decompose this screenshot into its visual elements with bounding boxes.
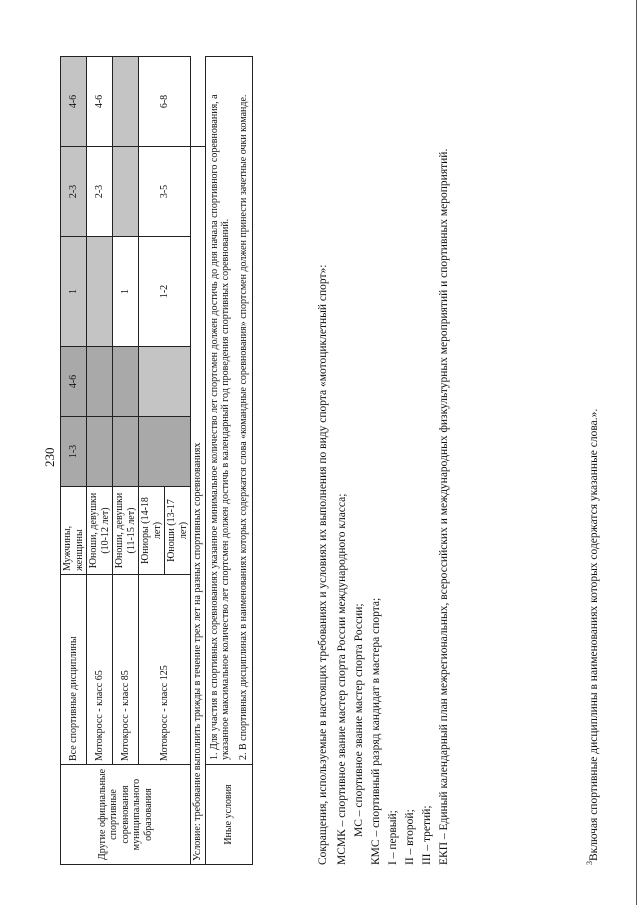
discipline-cell: Мотокросс - класс 65 (87, 575, 113, 765)
header-place-1: 1-3 (61, 417, 87, 487)
value-cell (139, 417, 191, 487)
abbreviation-item: I – первый; (387, 810, 399, 865)
table-row (87, 57, 113, 865)
table-header-row (61, 57, 87, 865)
footnote-text: Включая спортивные дисциплины в наименованиях которых содержатся указанные слова.». (587, 408, 600, 861)
age-cell: Юноши (13-17 лет) (165, 487, 191, 575)
value-cell (87, 347, 113, 417)
age-cell: Юноши, девушки (11-15 лет) (113, 487, 139, 575)
value-cell (113, 147, 139, 237)
header-place-5: 4-6 (61, 57, 87, 147)
abbreviation-item: МСМК – спортивное звание мастер спорта России международного класса; (336, 493, 348, 865)
value-cell (87, 417, 113, 487)
abbreviations-block (315, 35, 453, 865)
value-cell: 3-5 (139, 147, 191, 237)
header-disciplines: Все спортивные дисциплины (61, 575, 87, 765)
header-place-2: 4-6 (61, 347, 87, 417)
value-cell: 2-3 (87, 147, 113, 237)
abbreviation-item: МС – спортивное звание мастер спорта России; (353, 603, 365, 837)
discipline-cell: Мотокросс - класс 125 (139, 575, 191, 765)
header-place-3: 1 (61, 237, 87, 347)
footnote (585, 409, 600, 865)
condition-cell: Условие: требование выполнить трижды в течение трех лет на разных спортивных соревнованиях (191, 147, 206, 865)
table-row (139, 57, 165, 865)
age-cell: Юноши, девушки (10-12 лет) (87, 487, 113, 575)
discipline-table (60, 56, 253, 865)
table-row (113, 57, 139, 865)
other-conditions-row (205, 57, 253, 865)
condition-2-text: 2. В спортивных дисциплинах в наименованиях которых содержатся слова «командные соревнования» спортсмен должен принести зачетные очки команде. (237, 94, 249, 760)
value-cell (139, 347, 191, 417)
header-gender: Мужчины, женщины (61, 487, 87, 575)
value-cell (87, 237, 113, 347)
condition-row (191, 57, 206, 865)
value-cell: 4-6 (87, 57, 113, 147)
value-cell (113, 347, 139, 417)
other-conditions-label: Иные условия (205, 765, 253, 865)
discipline-cell: Мотокросс - класс 85 (113, 575, 139, 765)
abbreviation-item: ЕКП – Единый календарный план межрегиональных, всероссийских и международных физкультурных мероприятий и спортивных мероприятий. (438, 148, 450, 865)
scan-edge-rule (636, 0, 637, 905)
abbreviations-lead: Сокращения, используемые в настоящих требованиях и условиях их выполнения по виду спорта «мотоциклетный спорт»: (317, 264, 329, 865)
header-place-4: 2-3 (61, 147, 87, 237)
value-cell (113, 417, 139, 487)
abbreviation-item: III – третий; (421, 805, 433, 865)
value-cell: 1-2 (139, 237, 191, 347)
condition-1-text: 1. Для участия в спортивных соревнованиях указанное минимальное количество лет спортсмен должен достичь до дня начала спортивного соревнования, а указанное максимальное количество лет спортсмен должен достичь в календарный год проведения спортивных соревнований. (208, 94, 231, 760)
value-cell: 6-8 (139, 57, 191, 147)
age-cell: Юниоры (14-18 лет) (139, 487, 165, 575)
other-conditions-cell (205, 57, 253, 765)
value-cell: 1 (113, 237, 139, 347)
group-label-cell: Другие официальные спортивные соревнования муниципального образования (61, 765, 191, 865)
abbreviation-item: КМС – спортивный разряд кандидат в мастера спорта; (370, 597, 382, 865)
footnote-marker: 3 (585, 861, 594, 865)
value-cell (113, 57, 139, 147)
abbreviation-item: II – второй; (404, 809, 416, 865)
page-number: 230 (42, 447, 57, 467)
